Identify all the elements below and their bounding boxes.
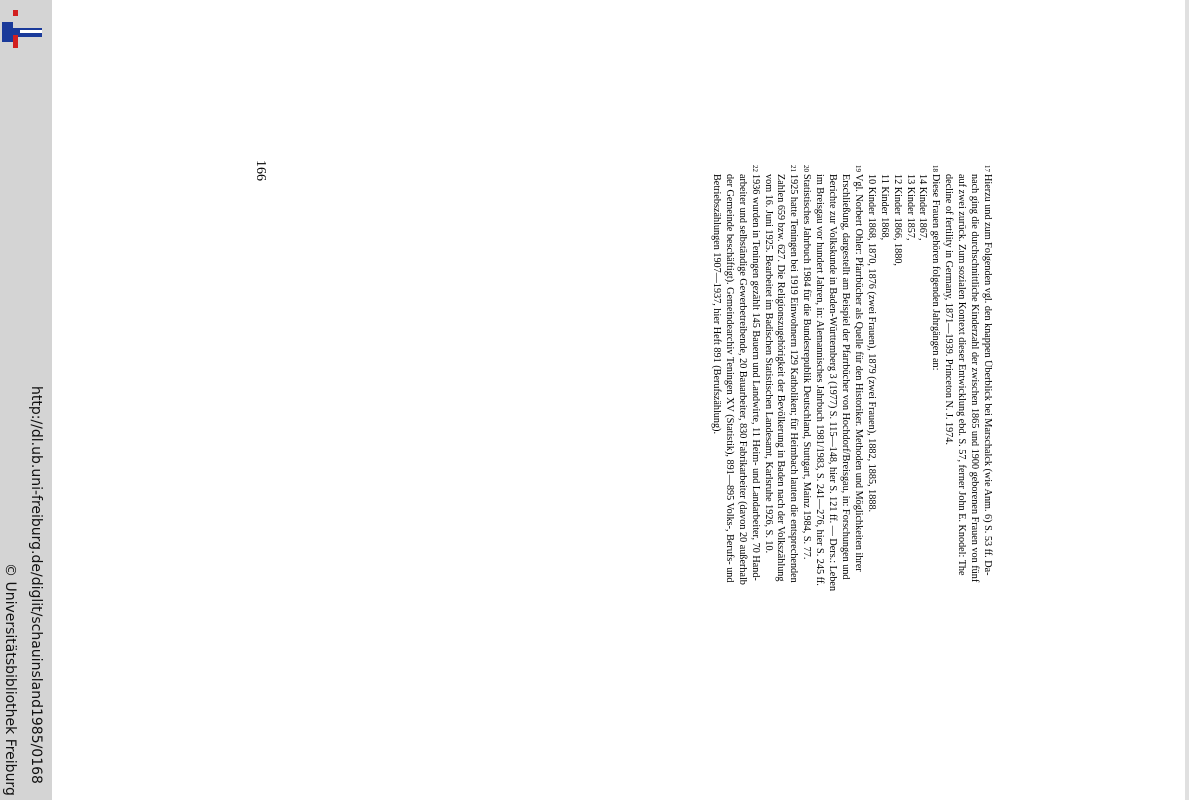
footnote-text: nach ging die durchschnittliche Kinderzahl der zwischen 1865 und 1900 geborenen Frauen von fünf	[969, 174, 981, 583]
footnote-text: Statistisches Jahrbuch 1984 für die Bundesrepublik Deutschland, Stuttgart, Mainz 1984, S. 77.	[801, 174, 813, 560]
footnote-line	[774, 165, 787, 635]
footnote-first-line	[980, 165, 993, 635]
footnote-line	[722, 165, 735, 635]
footnote-line	[761, 165, 774, 635]
footnote	[864, 165, 941, 635]
copyright-notice: © Universitätsbibliothek Freiburg	[2, 563, 18, 796]
footnote-text: im Breisgau vor hundert Jahren, in: Alemannisches Jahrbuch 1981/1983, S. 241—276, hier S. 245 ff.	[814, 174, 826, 586]
footnote-line	[864, 165, 877, 635]
footnote-text: Erschließung, dargestellt am Beispiel der Pfarrbücher von Hochdorf/Breisgau, in: Forschungen und	[840, 174, 852, 580]
footnote-line	[877, 165, 890, 635]
footnote-line	[954, 165, 967, 635]
footnote-text: arbeiter und selbständige Gewerbetreibende, 20 Bauarbeiter, 830 Fabrikarbeiter (davon 20 außerhalb	[736, 174, 748, 585]
library-logo-icon[interactable]	[0, 8, 44, 52]
footnote	[812, 165, 864, 635]
footnote-first-line	[787, 165, 800, 635]
footnote-line	[735, 165, 748, 635]
footnote-text: auf zwei zurück. Zum sozialen Kontext dieser Entwicklung ebd. S. 57, ferner John E. Knodel: The	[956, 174, 968, 576]
footnote-text: der Gemeinde beschäftigt). Gemeindearchiv Teningen XV (Statistik), 891—895 Volks-, Berufs- und	[723, 174, 735, 583]
footnote-line	[812, 165, 825, 635]
footnote-number: 17	[983, 165, 991, 172]
footnote-number: 22	[750, 165, 759, 172]
footnote	[761, 165, 800, 635]
document-url[interactable]: http://dl.ub.uni-freiburg.de/diglit/schauinsland1985/0168	[28, 386, 44, 784]
footnote-text: decline of fertility in Germany, 1871—1939. Princeton N. J. 1974.	[943, 174, 955, 445]
footnote-first-line	[928, 165, 941, 635]
footnote-line	[890, 165, 903, 635]
footnote-number: 20	[802, 165, 811, 172]
footnote-line	[903, 165, 916, 635]
footnote-text: vom 16. Juni 1925. Bearbeitet im Badischen Statistischen Landesamt, Karlsruhe 1926, S. 10.	[762, 174, 774, 554]
footnote-first-line	[748, 165, 761, 635]
footnote-text: Zahlen 659 bzw. 627. Die Religionszugehörigkeit der Bevölkerung in Baden nach der Volkszählung	[775, 174, 787, 582]
footnote-text: 12 Kinder 1866, 1880,	[891, 174, 903, 266]
footnote-first-line	[851, 165, 864, 635]
footnote-text: 13 Kinder 1857,	[904, 174, 916, 241]
footnote-text: 14 Kinder 1867,	[917, 174, 929, 241]
footnote-number: 21	[789, 165, 798, 172]
footnote-text: Diese Frauen gehören folgenden Jahrgängen an:	[930, 174, 942, 371]
footnote-text: Vgl. Norbert Ohler: Pfarrbücher als Quelle für den Historiker. Methoden und Möglichkeiten ihrer	[852, 174, 864, 572]
footnote-text: Berichte zur Volkskunde in Baden-Württemberg 3 (1977) S. 115—148, hier S. 121 ff. — Ders.: Leben	[827, 174, 839, 592]
footnote-line	[838, 165, 851, 635]
footnote	[709, 165, 761, 635]
footnote-line	[941, 165, 954, 635]
footnote-number: 19	[853, 165, 862, 172]
footnote-text: Betriebszählungen 1907—1937, hier Heft 891 (Berufszählung).	[710, 174, 722, 434]
footnote-line	[709, 165, 722, 635]
page-edge-divider	[1185, 0, 1189, 800]
footnote-text: Hierzu und zum Folgenden vgl. den knappen Überblick bei Marschalck (wie Anm. 6) S. 53 ff. Da-	[982, 174, 993, 576]
footnote-text: 11 Kinder 1868,	[878, 174, 890, 241]
footnote-number: 18	[931, 165, 940, 172]
footnote-text: 10 Kinder 1868, 1870, 1876 (zwei Frauen), 1879 (zwei Frauen), 1882, 1885, 1888.	[865, 174, 877, 513]
footnote	[941, 165, 993, 635]
footnotes-block	[709, 165, 993, 635]
footnote-first-line	[799, 165, 812, 635]
footnote-text: 1925 hatte Teningen bei 1919 Einwohnern 129 Katholiken; für Heimbach lauten die entsprechenden	[788, 174, 800, 583]
footnote-line	[967, 165, 980, 635]
footnote-line	[825, 165, 838, 635]
footnote	[799, 165, 812, 635]
footnote-text: 1936 wurden in Teningen gezählt 145 Bauern und Landwirte, 11 Heim- und Landarbeiter, 70 Hand-	[749, 174, 761, 581]
footnote-line	[916, 165, 929, 635]
page-number: 166	[253, 160, 268, 181]
viewer-sidebar	[0, 0, 52, 800]
